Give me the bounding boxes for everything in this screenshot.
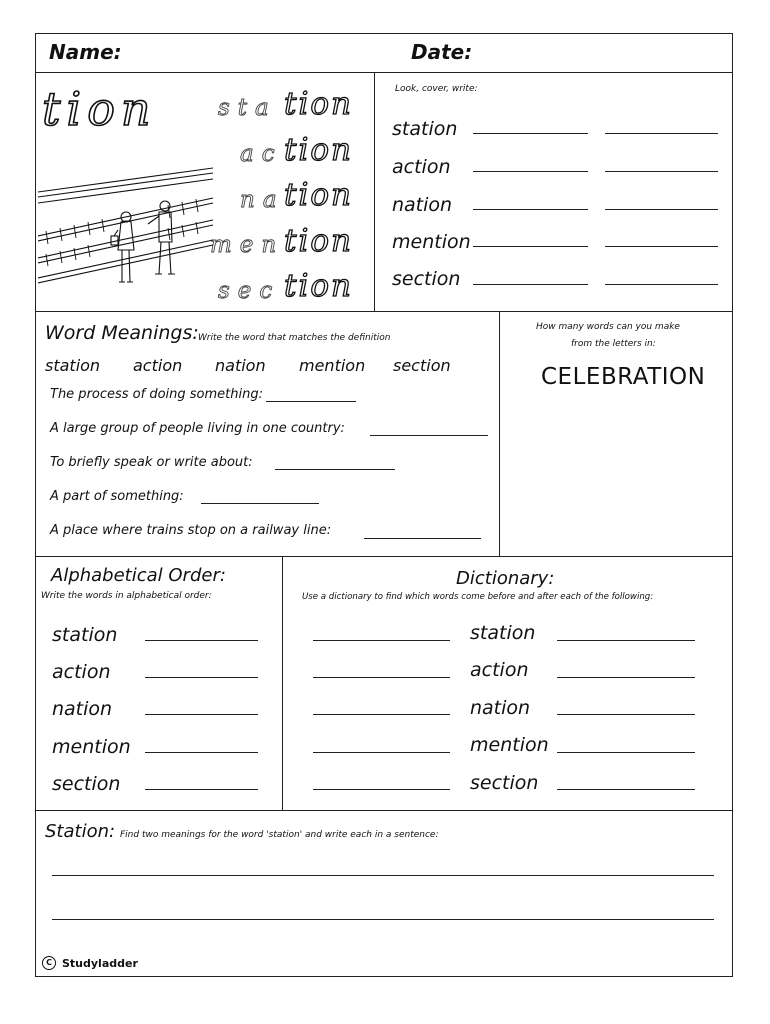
divider-meanings-right	[499, 311, 500, 556]
answer-line[interactable]	[605, 284, 718, 285]
answer-line[interactable]	[275, 469, 395, 470]
word-suffix: tion	[284, 132, 354, 168]
list-item: station	[52, 624, 118, 646]
letters-word: CELEBRATION	[541, 364, 706, 390]
definition-text: A place where trains stop on a railway line:	[50, 523, 332, 538]
station-instruction: Find two meanings for the word 'station' and write each in a sentence:	[120, 830, 439, 840]
word-prefix: ac	[240, 141, 283, 167]
answer-line[interactable]	[313, 752, 450, 753]
name-label: Name:	[49, 40, 122, 64]
hero-title: tion	[42, 82, 157, 136]
list-item: mention	[470, 734, 549, 756]
list-item: station	[470, 622, 536, 644]
copyright-icon: C	[42, 956, 56, 970]
divider-lower-section	[35, 810, 733, 811]
answer-line[interactable]	[557, 714, 695, 715]
answer-line[interactable]	[266, 401, 356, 402]
list-item: section	[52, 773, 121, 795]
list-item: action	[392, 156, 451, 178]
word-meanings-instruction: Write the word that matches the definition	[198, 333, 391, 343]
answer-line[interactable]	[145, 752, 258, 753]
answer-line[interactable]	[557, 789, 695, 790]
definition-text: The process of doing something:	[50, 387, 263, 402]
answer-line[interactable]	[605, 133, 718, 134]
answer-line[interactable]	[313, 640, 450, 641]
list-item: nation	[392, 194, 453, 216]
sentence-line[interactable]	[52, 875, 714, 876]
answer-line[interactable]	[370, 435, 488, 436]
answer-line[interactable]	[473, 171, 588, 172]
answer-line[interactable]	[145, 789, 258, 790]
answer-line[interactable]	[605, 209, 718, 210]
list-item: action	[52, 661, 111, 683]
station-title: Station:	[45, 821, 116, 842]
list-item: action	[470, 659, 529, 681]
word-suffix: tion	[284, 177, 354, 213]
definition-text: To briefly speak or write about:	[50, 455, 253, 470]
answer-line[interactable]	[557, 640, 695, 641]
dictionary-instruction: Use a dictionary to find which words come before and after each of the following:	[302, 592, 654, 602]
answer-line[interactable]	[473, 209, 588, 210]
answer-line[interactable]	[473, 246, 588, 247]
date-label: Date:	[411, 40, 473, 64]
word-meanings-title: Word Meanings:	[45, 322, 199, 344]
alphabetical-instruction: Write the words in alphabetical order:	[41, 591, 212, 601]
answer-line[interactable]	[364, 538, 481, 539]
list-item: mention	[392, 231, 471, 253]
answer-line[interactable]	[145, 714, 258, 715]
definition-text: A part of something:	[50, 489, 184, 504]
brand-name: Studyladder	[62, 957, 138, 970]
divider-middle-section	[35, 556, 733, 557]
answer-line[interactable]	[473, 133, 588, 134]
answer-line[interactable]	[313, 714, 450, 715]
word-prefix: sta	[218, 95, 277, 121]
answer-line[interactable]	[201, 503, 319, 504]
list-item: nation	[52, 698, 113, 720]
word-bank-item: action	[133, 356, 183, 375]
word-bank-item: mention	[299, 356, 366, 375]
word-prefix: na	[240, 187, 285, 213]
how-many-instruction-1: How many words can you make	[536, 322, 680, 332]
word-bank-item: nation	[215, 356, 266, 375]
divider-header	[35, 72, 733, 73]
answer-line[interactable]	[557, 752, 695, 753]
look-cover-write-instruction: Look, cover, write:	[395, 84, 478, 94]
divider-hero-right	[374, 72, 375, 311]
answer-line[interactable]	[313, 677, 450, 678]
word-prefix: men	[210, 232, 285, 258]
answer-line[interactable]	[557, 677, 695, 678]
answer-line[interactable]	[473, 284, 588, 285]
list-item: nation	[470, 697, 531, 719]
answer-line[interactable]	[313, 789, 450, 790]
answer-line[interactable]	[605, 171, 718, 172]
list-item: section	[392, 268, 461, 290]
word-suffix: tion	[284, 268, 354, 304]
word-prefix: sec	[218, 278, 281, 304]
word-suffix: tion	[284, 223, 354, 259]
dictionary-title: Dictionary:	[456, 568, 555, 589]
alphabetical-title: Alphabetical Order:	[51, 565, 226, 586]
definition-text: A large group of people living in one country:	[50, 421, 345, 436]
list-item: section	[470, 772, 539, 794]
sentence-line[interactable]	[52, 919, 714, 920]
answer-line[interactable]	[605, 246, 718, 247]
word-bank-item: section	[393, 356, 451, 375]
divider-alpha-right	[282, 556, 283, 810]
word-suffix: tion	[284, 86, 354, 122]
list-item: station	[392, 118, 458, 140]
train-platform-illustration	[38, 150, 218, 300]
divider-top-section	[35, 311, 733, 312]
how-many-instruction-2: from the letters in:	[571, 339, 656, 349]
answer-line[interactable]	[145, 677, 258, 678]
answer-line[interactable]	[145, 640, 258, 641]
list-item: mention	[52, 736, 131, 758]
word-bank-item: station	[45, 356, 101, 375]
